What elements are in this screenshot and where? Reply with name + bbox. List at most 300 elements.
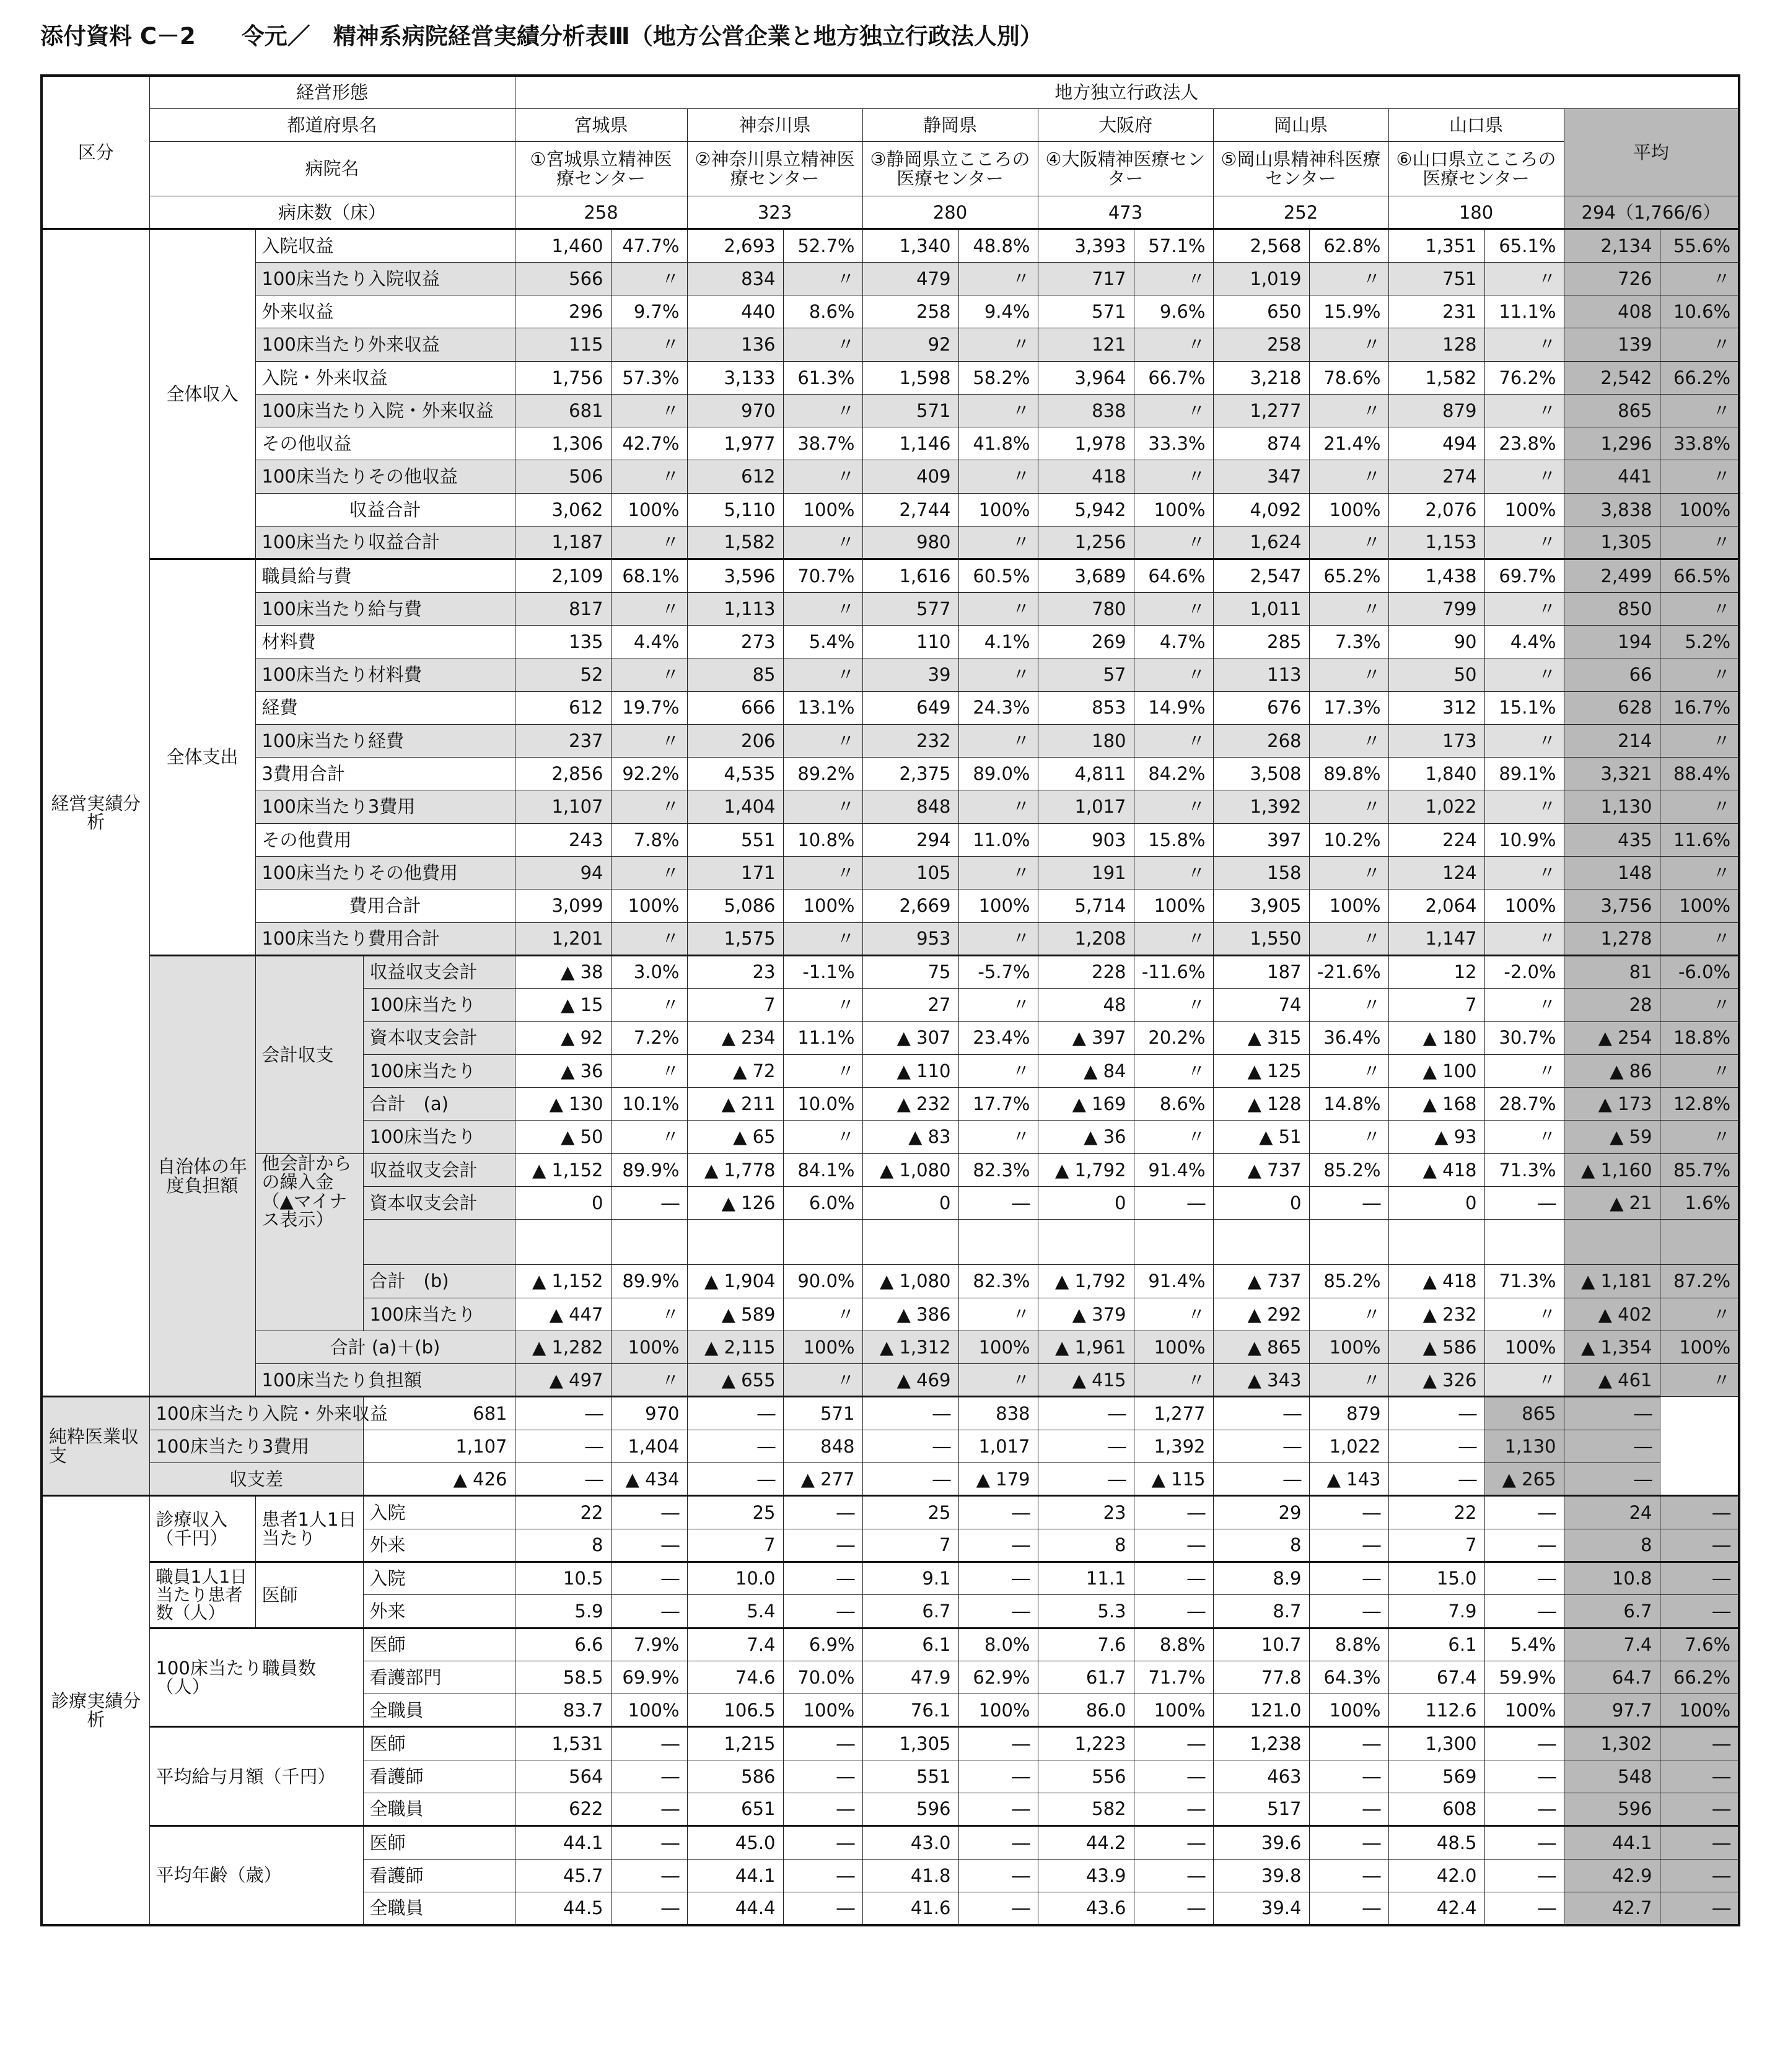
value-cell: -11.6% bbox=[1134, 955, 1213, 988]
value-cell: 10.5 bbox=[515, 1562, 611, 1594]
value-cell: ▲ 1,904 bbox=[687, 1265, 783, 1298]
table-row bbox=[42, 394, 1739, 427]
average-cell: 865 bbox=[1484, 1397, 1564, 1430]
table-row bbox=[42, 1364, 1739, 1397]
value-cell: 66.7% bbox=[1134, 361, 1213, 394]
value-cell: 〃 bbox=[611, 328, 687, 361]
value-cell: 551 bbox=[687, 823, 783, 856]
table-row bbox=[42, 1331, 1739, 1363]
value-cell: 848 bbox=[862, 790, 958, 823]
row-label: 材料費 bbox=[255, 625, 515, 658]
value-cell: 7 bbox=[1388, 1529, 1484, 1562]
value-cell: 586 bbox=[687, 1760, 783, 1793]
table-row bbox=[42, 361, 1739, 394]
value-cell: 57.1% bbox=[1134, 229, 1213, 262]
value-cell: ― bbox=[1134, 1826, 1213, 1859]
value-cell: 612 bbox=[515, 691, 611, 724]
value-cell: 494 bbox=[1388, 427, 1484, 460]
value-cell: 100% bbox=[611, 890, 687, 922]
value-cell: 0 bbox=[1038, 1187, 1134, 1220]
average-cell: 33.8% bbox=[1660, 427, 1739, 460]
value-cell: ― bbox=[1309, 1727, 1388, 1760]
table-row bbox=[42, 493, 1739, 526]
group-kaikei-shushi: 会計収支 bbox=[255, 955, 363, 1153]
value-cell: 5,942 bbox=[1038, 493, 1134, 526]
value-cell: 2,547 bbox=[1213, 559, 1309, 592]
row-label: 費用合計 bbox=[255, 890, 515, 922]
value-cell: ― bbox=[1309, 1562, 1388, 1594]
value-cell: 100% bbox=[958, 1694, 1038, 1727]
value-cell: 100% bbox=[611, 1331, 687, 1363]
average-cell: 3,321 bbox=[1564, 758, 1660, 790]
value-cell: 92 bbox=[862, 328, 958, 361]
value-cell: ▲ 447 bbox=[515, 1298, 611, 1331]
value-cell: 10.7 bbox=[1213, 1628, 1309, 1661]
value-cell: 71.3% bbox=[1484, 1153, 1564, 1186]
table-row bbox=[42, 427, 1739, 460]
average-cell: ― bbox=[1660, 1859, 1739, 1892]
value-cell: 64.6% bbox=[1134, 559, 1213, 592]
value-cell: 〃 bbox=[1309, 724, 1388, 757]
value-cell: 1,215 bbox=[687, 1727, 783, 1760]
average-cell: ― bbox=[1660, 1793, 1739, 1826]
group-zentai-shishutsu: 全体支出 bbox=[149, 559, 255, 956]
pref-yamaguchi: 山口県 bbox=[1388, 108, 1564, 141]
value-cell: ― bbox=[611, 1892, 687, 1925]
value-cell: 2,856 bbox=[515, 758, 611, 790]
value-cell: 2,669 bbox=[862, 890, 958, 922]
value-cell: 24.3% bbox=[958, 691, 1038, 724]
value-cell: 903 bbox=[1038, 823, 1134, 856]
value-cell: 42.7% bbox=[611, 427, 687, 460]
hospital-name-2: ②神奈川県立精神医療センター bbox=[687, 142, 862, 196]
value-cell: 7.3% bbox=[1309, 625, 1388, 658]
value-cell: ― bbox=[687, 1397, 783, 1430]
value-cell: 409 bbox=[862, 460, 958, 493]
row-label: 100床当たり給与費 bbox=[255, 592, 515, 625]
value-cell: 100% bbox=[611, 1694, 687, 1727]
value-cell: 82.3% bbox=[958, 1265, 1038, 1298]
value-cell: ― bbox=[1134, 1727, 1213, 1760]
average-cell: 55.6% bbox=[1660, 229, 1739, 262]
value-cell: 47.7% bbox=[611, 229, 687, 262]
hospital-name-4: ④大阪精神医療センター bbox=[1038, 142, 1213, 196]
value-cell: 〃 bbox=[1484, 857, 1564, 890]
value-cell: 6.6 bbox=[515, 1628, 611, 1661]
value-cell: 〃 bbox=[611, 592, 687, 625]
value-cell: 269 bbox=[1038, 625, 1134, 658]
value-cell: 〃 bbox=[783, 1364, 862, 1397]
value-cell: ― bbox=[783, 1826, 862, 1859]
value-cell: ― bbox=[1134, 1187, 1213, 1220]
table-row bbox=[42, 527, 1739, 559]
value-cell: ▲ 38 bbox=[515, 955, 611, 988]
value-cell: 577 bbox=[862, 592, 958, 625]
value-cell: 100% bbox=[958, 493, 1038, 526]
value-cell: 556 bbox=[1038, 1760, 1134, 1793]
value-cell: 1,022 bbox=[1388, 790, 1484, 823]
value-cell: 〃 bbox=[611, 1121, 687, 1153]
value-cell: ― bbox=[1213, 1397, 1309, 1430]
value-cell bbox=[783, 1220, 862, 1265]
value-cell: 1,113 bbox=[687, 592, 783, 625]
value-cell: 〃 bbox=[783, 658, 862, 691]
value-cell: 〃 bbox=[958, 1364, 1038, 1397]
average-cell: ▲ 265 bbox=[1484, 1463, 1564, 1496]
average-cell: ▲ 1,354 bbox=[1564, 1331, 1660, 1363]
table-row bbox=[42, 658, 1739, 691]
value-cell: 113 bbox=[1213, 658, 1309, 691]
value-cell: 52.7% bbox=[783, 229, 862, 262]
value-cell: ― bbox=[611, 1595, 687, 1628]
value-cell: ▲ 1,152 bbox=[515, 1265, 611, 1298]
row-label: その他費用 bbox=[255, 823, 515, 856]
value-cell: 9.6% bbox=[1134, 295, 1213, 328]
value-cell: 8.8% bbox=[1134, 1628, 1213, 1661]
table-row bbox=[42, 1628, 1739, 1661]
value-cell: 84.2% bbox=[1134, 758, 1213, 790]
value-cell: 9.1 bbox=[862, 1562, 958, 1594]
value-cell: 838 bbox=[958, 1397, 1038, 1430]
average-cell: ― bbox=[1660, 1760, 1739, 1793]
value-cell: -21.6% bbox=[1309, 955, 1388, 988]
value-cell: 39.8 bbox=[1213, 1859, 1309, 1892]
value-cell: 135 bbox=[515, 625, 611, 658]
value-cell: ▲ 83 bbox=[862, 1121, 958, 1153]
value-cell: 124 bbox=[1388, 857, 1484, 890]
value-cell: 4.1% bbox=[958, 625, 1038, 658]
value-cell: ▲ 326 bbox=[1388, 1364, 1484, 1397]
average-cell: 〃 bbox=[1660, 328, 1739, 361]
value-cell: 312 bbox=[1388, 691, 1484, 724]
row-label: 100床当たり3費用 bbox=[255, 790, 515, 823]
row-label: 全職員 bbox=[363, 1892, 515, 1925]
value-cell: 268 bbox=[1213, 724, 1309, 757]
value-cell: 187 bbox=[1213, 955, 1309, 988]
value-cell: 173 bbox=[1388, 724, 1484, 757]
value-cell: 479 bbox=[862, 262, 958, 295]
value-cell: ― bbox=[515, 1430, 611, 1462]
value-cell: 29 bbox=[1213, 1496, 1309, 1529]
value-cell: ― bbox=[611, 1859, 687, 1892]
row-label: 看護部門 bbox=[363, 1661, 515, 1694]
value-cell: 44.1 bbox=[515, 1826, 611, 1859]
value-cell: 89.0% bbox=[958, 758, 1038, 790]
average-cell: ― bbox=[1660, 1826, 1739, 1859]
value-cell: ▲ 343 bbox=[1213, 1364, 1309, 1397]
table-row bbox=[42, 295, 1739, 328]
value-cell: 〃 bbox=[783, 394, 862, 427]
value-cell: ▲ 277 bbox=[783, 1463, 862, 1496]
value-cell: 676 bbox=[1213, 691, 1309, 724]
value-cell: 〃 bbox=[611, 857, 687, 890]
value-cell: ▲ 15 bbox=[515, 989, 611, 1021]
value-cell: 100% bbox=[1134, 1694, 1213, 1727]
row-label: 職員給与費 bbox=[255, 559, 515, 592]
value-cell: ― bbox=[1484, 1562, 1564, 1594]
value-cell: 23.8% bbox=[1484, 427, 1564, 460]
value-cell: 65.2% bbox=[1309, 559, 1388, 592]
value-cell: ▲ 50 bbox=[515, 1121, 611, 1153]
value-cell: 171 bbox=[687, 857, 783, 890]
row-label: 100床当たり経費 bbox=[255, 724, 515, 757]
table-row bbox=[42, 724, 1739, 757]
value-cell: 136 bbox=[687, 328, 783, 361]
value-cell: 48.5 bbox=[1388, 1826, 1484, 1859]
row-label: 収益収支会計 bbox=[363, 955, 515, 988]
value-cell: 82.3% bbox=[958, 1153, 1038, 1186]
value-cell: 10.9% bbox=[1484, 823, 1564, 856]
row-label: 100床当たり外来収益 bbox=[255, 328, 515, 361]
row-label: 100床当たり負担額 bbox=[255, 1364, 515, 1397]
value-cell: 〃 bbox=[1309, 857, 1388, 890]
value-cell: ― bbox=[1134, 1859, 1213, 1892]
value-cell: 〃 bbox=[1484, 724, 1564, 757]
row-label: 入院 bbox=[363, 1562, 515, 1594]
value-cell: 1,582 bbox=[687, 527, 783, 559]
value-cell: 347 bbox=[1213, 460, 1309, 493]
value-cell: 〃 bbox=[611, 724, 687, 757]
value-cell: ― bbox=[958, 1562, 1038, 1594]
value-cell: 1,977 bbox=[687, 427, 783, 460]
value-cell: ▲ 415 bbox=[1038, 1364, 1134, 1397]
table-row bbox=[42, 1397, 1739, 1430]
value-cell: 8.7 bbox=[1213, 1595, 1309, 1628]
value-cell: 7.6 bbox=[1038, 1628, 1134, 1661]
average-cell: 1,302 bbox=[1564, 1727, 1660, 1760]
row-label: 収益合計 bbox=[255, 493, 515, 526]
value-cell: 〃 bbox=[958, 1298, 1038, 1331]
beds-2: 323 bbox=[687, 196, 862, 229]
value-cell: 12 bbox=[1388, 955, 1484, 988]
value-cell: 44.1 bbox=[687, 1859, 783, 1892]
average-cell: 〃 bbox=[1660, 460, 1739, 493]
value-cell bbox=[1484, 1220, 1564, 1265]
value-cell: 〃 bbox=[1134, 857, 1213, 890]
beds-label: 病床数（床） bbox=[149, 196, 515, 229]
value-cell: 206 bbox=[687, 724, 783, 757]
value-cell: ― bbox=[958, 1187, 1038, 1220]
value-cell: 1,146 bbox=[862, 427, 958, 460]
value-cell: ― bbox=[1134, 1595, 1213, 1628]
value-cell: 〃 bbox=[1484, 1298, 1564, 1331]
value-cell: 3,596 bbox=[687, 559, 783, 592]
value-cell: 4,092 bbox=[1213, 493, 1309, 526]
row-label: 100床当たり bbox=[363, 1054, 515, 1087]
value-cell: ― bbox=[1484, 1793, 1564, 1826]
value-cell: 228 bbox=[1038, 955, 1134, 988]
value-cell: ― bbox=[958, 1760, 1038, 1793]
value-cell: 4.7% bbox=[1134, 625, 1213, 658]
value-cell: ▲ 125 bbox=[1213, 1054, 1309, 1087]
value-cell: ▲ 232 bbox=[1388, 1298, 1484, 1331]
value-cell: ▲ 168 bbox=[1388, 1088, 1484, 1121]
value-cell: 8.0% bbox=[958, 1628, 1038, 1661]
value-cell: 〃 bbox=[1484, 394, 1564, 427]
value-cell: ― bbox=[783, 1892, 862, 1925]
value-cell: ― bbox=[862, 1430, 958, 1462]
average-cell: ― bbox=[1564, 1397, 1660, 1430]
value-cell: 100% bbox=[1134, 890, 1213, 922]
average-cell: 97.7 bbox=[1564, 1694, 1660, 1727]
value-cell: ▲ 292 bbox=[1213, 1298, 1309, 1331]
value-cell: ― bbox=[611, 1760, 687, 1793]
value-cell: 70.0% bbox=[783, 1661, 862, 1694]
value-cell: 91.4% bbox=[1134, 1153, 1213, 1186]
row-label: 100床当たりその他費用 bbox=[255, 857, 515, 890]
table-row bbox=[42, 1153, 1739, 1186]
value-cell: 100% bbox=[783, 1694, 862, 1727]
value-cell: ▲ 1,080 bbox=[862, 1265, 958, 1298]
value-cell: 100% bbox=[958, 890, 1038, 922]
pref-kanagawa: 神奈川県 bbox=[687, 108, 862, 141]
value-cell: 89.2% bbox=[783, 758, 862, 790]
table-row bbox=[42, 625, 1739, 658]
value-cell: ― bbox=[783, 1760, 862, 1793]
value-cell bbox=[958, 1220, 1038, 1265]
value-cell: 780 bbox=[1038, 592, 1134, 625]
average-cell: 66.2% bbox=[1660, 361, 1739, 394]
value-cell: ― bbox=[1484, 1187, 1564, 1220]
value-cell: 1,404 bbox=[611, 1430, 687, 1462]
value-cell: 3,393 bbox=[1038, 229, 1134, 262]
row-label: 入院・外来収益 bbox=[255, 361, 515, 394]
value-cell: 〃 bbox=[1309, 1121, 1388, 1153]
value-cell: 612 bbox=[687, 460, 783, 493]
value-cell: 〃 bbox=[1484, 262, 1564, 295]
value-cell: 44.4 bbox=[687, 1892, 783, 1925]
keiei-keitai-label: 経営形態 bbox=[149, 76, 515, 108]
value-cell: 〃 bbox=[1134, 658, 1213, 691]
value-cell: 0 bbox=[862, 1187, 958, 1220]
value-cell: 128 bbox=[1388, 328, 1484, 361]
group-shinryo: 診療実績分析 bbox=[42, 1496, 149, 1925]
row-label: 100床当たり bbox=[363, 1298, 515, 1331]
group-nenrei: 平均年齢（歳） bbox=[149, 1826, 363, 1925]
value-cell: 970 bbox=[611, 1397, 687, 1430]
value-cell: 94 bbox=[515, 857, 611, 890]
value-cell: 〃 bbox=[1309, 989, 1388, 1021]
value-cell: 50 bbox=[1388, 658, 1484, 691]
average-cell: 865 bbox=[1564, 394, 1660, 427]
value-cell: 39 bbox=[862, 658, 958, 691]
value-cell: 848 bbox=[783, 1430, 862, 1462]
average-cell: ― bbox=[1660, 1562, 1739, 1594]
value-cell: ▲ 418 bbox=[1388, 1153, 1484, 1186]
value-cell: 41.8% bbox=[958, 427, 1038, 460]
value-cell: 100% bbox=[1309, 1694, 1388, 1727]
row-label: 100床当たり入院収益 bbox=[255, 262, 515, 295]
average-cell: 2,134 bbox=[1564, 229, 1660, 262]
value-cell: 90.0% bbox=[783, 1265, 862, 1298]
value-cell: 19.7% bbox=[611, 691, 687, 724]
table-row bbox=[42, 1727, 1739, 1760]
value-cell: 5,110 bbox=[687, 493, 783, 526]
value-cell: 38.7% bbox=[783, 427, 862, 460]
average-cell: 66.5% bbox=[1660, 559, 1739, 592]
value-cell: 89.8% bbox=[1309, 758, 1388, 790]
management-analysis-table bbox=[40, 74, 1740, 1926]
average-cell: 〃 bbox=[1660, 527, 1739, 559]
value-cell: 14.8% bbox=[1309, 1088, 1388, 1121]
group-ishi: 医師 bbox=[255, 1562, 363, 1628]
value-cell: 0 bbox=[1213, 1187, 1309, 1220]
value-cell: 11.1 bbox=[1038, 1562, 1134, 1594]
average-cell: 148 bbox=[1564, 857, 1660, 890]
pref-shizuoka: 静岡県 bbox=[862, 108, 1038, 141]
value-cell: ― bbox=[783, 1529, 862, 1562]
average-cell: 435 bbox=[1564, 823, 1660, 856]
value-cell: 506 bbox=[515, 460, 611, 493]
value-cell: 〃 bbox=[958, 460, 1038, 493]
row-label: 入院収益 bbox=[255, 229, 515, 262]
average-cell: 7.6% bbox=[1660, 1628, 1739, 1661]
value-cell: 〃 bbox=[1484, 790, 1564, 823]
value-cell: 74.6 bbox=[687, 1661, 783, 1694]
value-cell: ― bbox=[1134, 1793, 1213, 1826]
value-cell: 285 bbox=[1213, 625, 1309, 658]
average-cell: ▲ 86 bbox=[1564, 1054, 1660, 1087]
value-cell: 1,438 bbox=[1388, 559, 1484, 592]
value-cell: 11.1% bbox=[783, 1021, 862, 1054]
average-cell: 66 bbox=[1564, 658, 1660, 691]
average-cell: 〃 bbox=[1660, 1364, 1739, 1397]
row-label: 100床当たりその他収益 bbox=[255, 460, 515, 493]
value-cell: 115 bbox=[515, 328, 611, 361]
value-cell: ― bbox=[1484, 1529, 1564, 1562]
value-cell: 1,756 bbox=[515, 361, 611, 394]
value-cell: ▲ 232 bbox=[862, 1088, 958, 1121]
value-cell: 853 bbox=[1038, 691, 1134, 724]
value-cell: 89.9% bbox=[611, 1153, 687, 1186]
value-cell: 3.0% bbox=[611, 955, 687, 988]
average-cell: 〃 bbox=[1660, 790, 1739, 823]
value-cell: ― bbox=[1309, 1496, 1388, 1529]
value-cell: ▲ 169 bbox=[1038, 1088, 1134, 1121]
value-cell: 10.1% bbox=[611, 1088, 687, 1121]
value-cell bbox=[1309, 1220, 1388, 1265]
value-cell: ▲ 418 bbox=[1388, 1265, 1484, 1298]
value-cell: 83.7 bbox=[515, 1694, 611, 1727]
value-cell: 〃 bbox=[1309, 790, 1388, 823]
value-cell: ― bbox=[958, 1595, 1038, 1628]
value-cell: 45.7 bbox=[515, 1859, 611, 1892]
value-cell: 5,086 bbox=[687, 890, 783, 922]
value-cell: -1.1% bbox=[783, 955, 862, 988]
value-cell: 1,201 bbox=[515, 922, 611, 955]
value-cell: 〃 bbox=[1484, 989, 1564, 1021]
value-cell: 8.8% bbox=[1309, 1628, 1388, 1661]
value-cell: 〃 bbox=[783, 460, 862, 493]
row-label: 収支差 bbox=[149, 1463, 363, 1496]
table-row bbox=[42, 1463, 1739, 1496]
average-cell: 3,756 bbox=[1564, 890, 1660, 922]
value-cell: ― bbox=[958, 1529, 1038, 1562]
table-row bbox=[42, 922, 1739, 955]
value-cell: 569 bbox=[1388, 1760, 1484, 1793]
average-cell: 5.2% bbox=[1660, 625, 1739, 658]
average-cell: 12.8% bbox=[1660, 1088, 1739, 1121]
value-cell: 3,905 bbox=[1213, 890, 1309, 922]
value-cell: ― bbox=[611, 1529, 687, 1562]
value-cell: ― bbox=[958, 1859, 1038, 1892]
value-cell: 121 bbox=[1038, 328, 1134, 361]
average-cell: 1.6% bbox=[1660, 1187, 1739, 1220]
value-cell: 〃 bbox=[1134, 1121, 1213, 1153]
value-cell: ― bbox=[958, 1727, 1038, 1760]
beds-average: 294（1,766/6） bbox=[1564, 196, 1739, 229]
beds-3: 280 bbox=[862, 196, 1038, 229]
